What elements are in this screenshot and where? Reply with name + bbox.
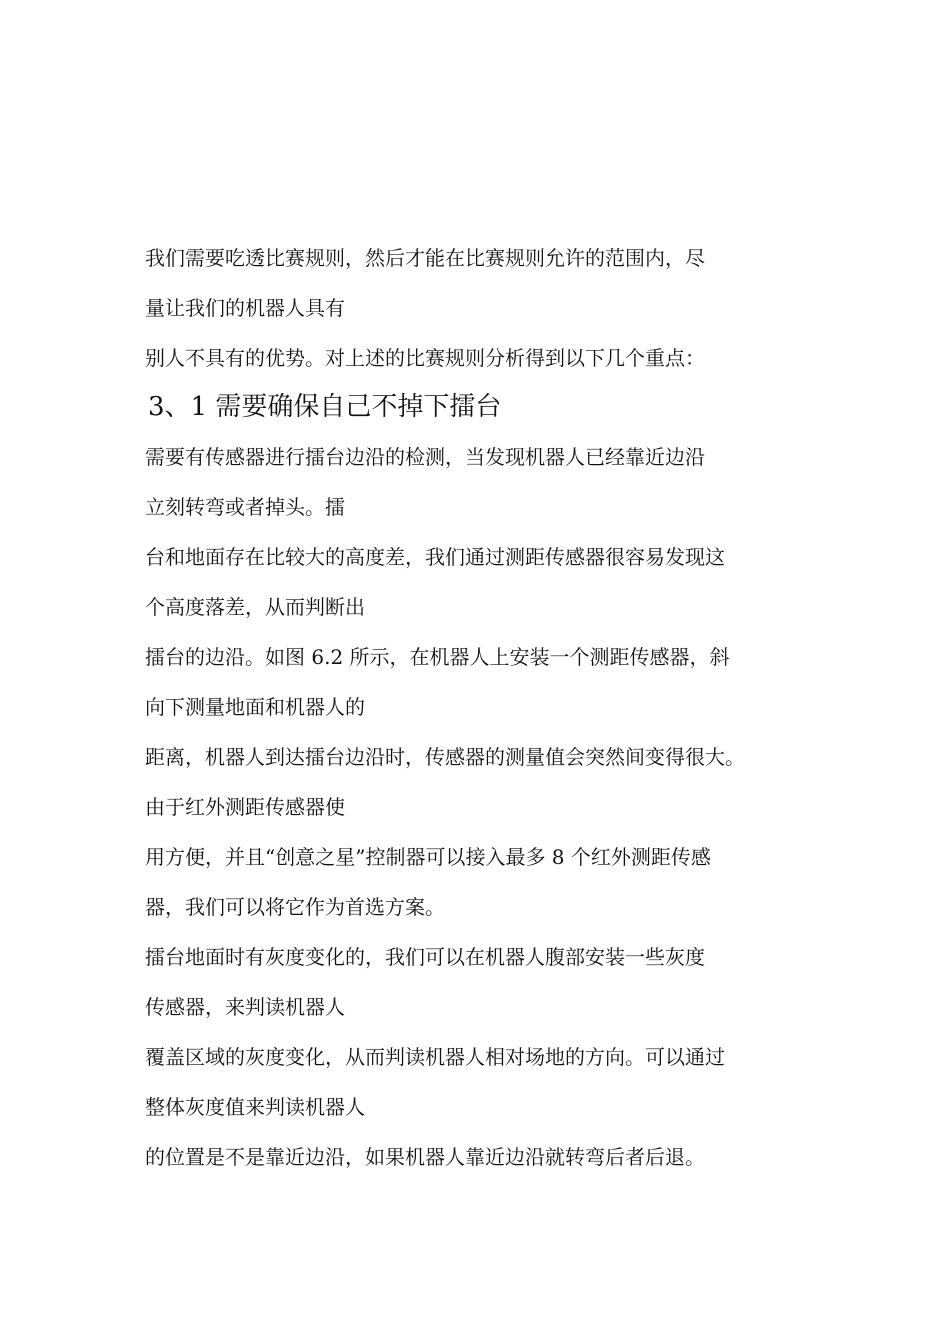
- section-heading: 3、1 需要确保自己不掉下擂台: [148, 392, 502, 422]
- paragraph-line: 个高度落差，从而判断出: [145, 595, 365, 619]
- paragraph-line: 器，我们可以将它作为首选方案。: [145, 895, 445, 919]
- paragraph-line: 覆盖区域的灰度变化，从而判读机器人相对场地的方向。可以通过: [145, 1045, 725, 1069]
- paragraph-line: 用方便，并且“创意之星”控制器可以接入最多 8 个红外测距传感: [145, 845, 711, 869]
- paragraph-line: 向下测量地面和机器人的: [145, 695, 365, 719]
- paragraph-line: 擂台地面时有灰度变化的，我们可以在机器人腹部安装一些灰度: [145, 945, 705, 969]
- paragraph-line: 传感器，来判读机器人: [145, 995, 345, 1019]
- paragraph-line: 的位置是不是靠近边沿，如果机器人靠近边沿就转弯后者后退。: [145, 1145, 705, 1169]
- paragraph-line: 距离，机器人到达擂台边沿时，传感器的测量值会突然间变得很大。: [145, 745, 745, 769]
- paragraph-line: 立刻转弯或者掉头。擂: [145, 495, 345, 519]
- paragraph-line: 需要有传感器进行擂台边沿的检测，当发现机器人已经靠近边沿: [145, 445, 705, 469]
- paragraph-line: 由于红外测距传感器使: [145, 795, 345, 819]
- paragraph-line: 我们需要吃透比赛规则，然后才能在比赛规则允许的范围内，尽: [145, 246, 705, 270]
- paragraph-line: 整体灰度值来判读机器人: [145, 1095, 365, 1119]
- paragraph-line: 擂台的边沿。如图 6.2 所示，在机器人上安装一个测距传感器，斜: [145, 645, 730, 669]
- paragraph-line: 别人不具有的优势。对上述的比赛规则分析得到以下几个重点：: [145, 346, 705, 370]
- paragraph-line: 台和地面存在比较大的高度差，我们通过测距传感器很容易发现这: [145, 545, 725, 569]
- paragraph-line: 量让我们的机器人具有: [145, 296, 345, 320]
